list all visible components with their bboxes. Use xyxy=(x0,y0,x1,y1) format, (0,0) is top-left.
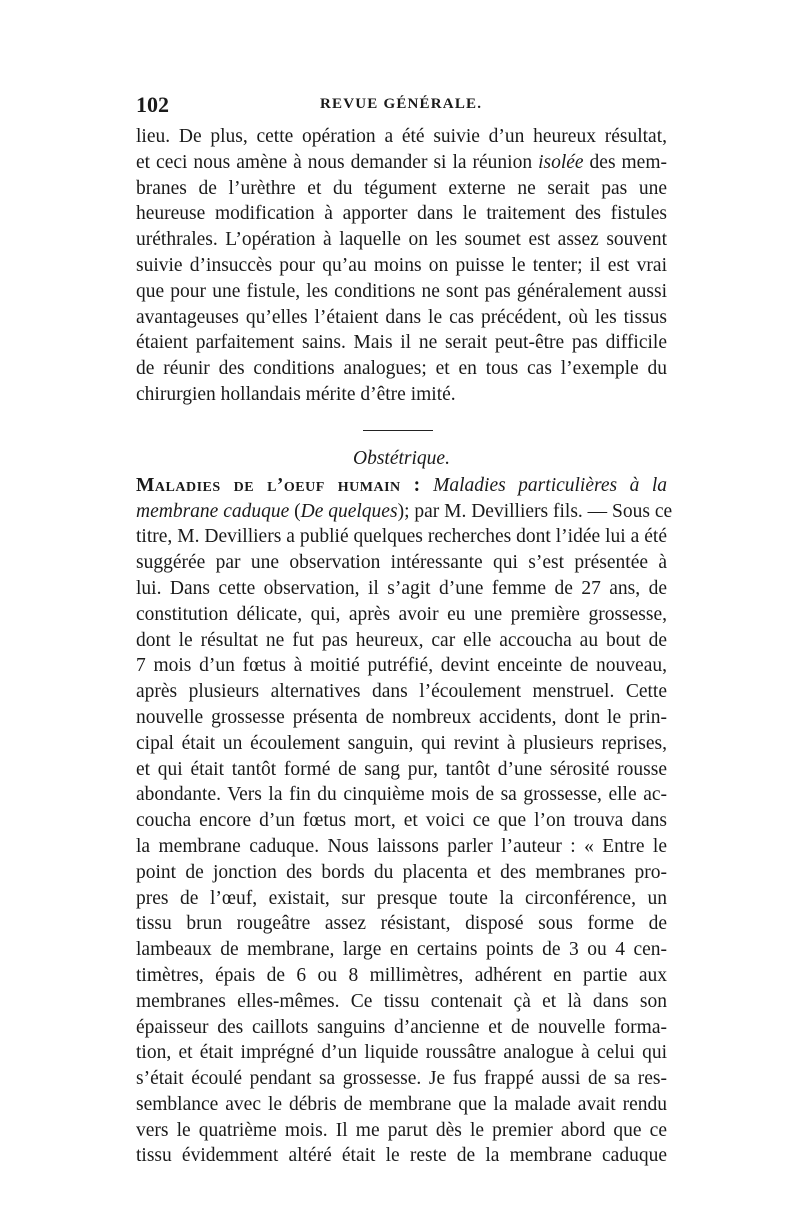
page-header xyxy=(136,92,667,124)
text-line: que pour une fistule, les conditions ne sont pas généralement aussi xyxy=(136,280,667,302)
page-number: 102 xyxy=(136,92,169,117)
text-line: timètres, épais de 6 ou 8 millimètres, adhérent en partie aux xyxy=(136,964,667,986)
article-body xyxy=(136,524,667,1169)
text-line: avantageuses qu’elles l’étaient dans le cas précédent, où les tissus xyxy=(136,306,667,328)
text-line: étaient parfaitement sains. Mais il ne serait peut-être pas difficile xyxy=(136,332,667,354)
text-line: tissu évidemment altéré était le reste de la membrane caduque xyxy=(136,1145,667,1167)
text-line: dont le résultat ne fut pas heureux, car elle accoucha au bout de xyxy=(136,629,667,651)
text-line: s’était écoulé pendant sa grossesse. Je fus frappé aussi de sa res- xyxy=(136,1068,667,1090)
article-maladies-oeuf xyxy=(136,473,673,1170)
text-line: uréthrales. L’opération à laquelle on les soumet est assez souvent xyxy=(136,229,667,251)
text-line: lui. Dans cette observation, il s’agit d’une femme de 27 ans, de xyxy=(136,577,667,599)
text-line: tion, et était imprégné d’un liquide roussâtre analogue à celui qui xyxy=(136,1042,667,1064)
text-line: nouvelle grossesse présenta de nombreux accidents, dont le prin- xyxy=(136,706,667,728)
text-line: de réunir des conditions analogues; et en tous cas l’exemple du xyxy=(136,358,667,380)
article-lead-caps: Maladies de l’oeuf humain : xyxy=(136,474,421,496)
text-line: lambeaux de membrane, large en certains points de 3 ou 4 cen- xyxy=(136,939,667,961)
text-line: cipal était un écoulement sanguin, qui revint à plusieurs reprises, xyxy=(136,732,667,754)
text-line: suggérée par une observation intéressante qui s’est présentée à xyxy=(136,552,667,574)
page xyxy=(136,92,673,1169)
article-lead-line xyxy=(136,473,667,499)
italic-word: isolée xyxy=(538,151,584,173)
article-italic-caduque: membrane caduque xyxy=(136,500,290,522)
text-line: abondante. Vers la fin du cinquième mois de sa grossesse, elle ac- xyxy=(136,784,667,806)
text-line: branes de l’urèthre et du tégument externe ne serait pas une xyxy=(136,177,667,199)
paragraph-fistules xyxy=(136,124,667,408)
text-line: semblance avec le débris de membrane que la malade avait rendu xyxy=(136,1093,667,1115)
text-line: titre, M. Devilliers a publié quelques recherches dont l’idée lui a été xyxy=(136,526,667,548)
section-divider xyxy=(363,430,433,431)
text-line xyxy=(136,150,667,176)
text-line: heureuse modification à apporter dans le traitement des fistules xyxy=(136,203,667,225)
text-line: 7 mois d’un fœtus à moitié putréfié, devint enceinte de nouveau, xyxy=(136,655,667,677)
running-title: REVUE GÉNÉRALE. xyxy=(320,96,483,112)
text-line: point de jonction des bords du placenta et des membranes pro- xyxy=(136,861,667,883)
text-line: et qui était tantôt formé de sang pur, tantôt d’une sérosité rousse xyxy=(136,758,667,780)
article-lead-italic: Maladies particulières à la xyxy=(433,474,667,496)
text-line: après plusieurs alternatives dans l’écoulement menstruel. Cette xyxy=(136,681,667,703)
text-line: tissu brun rougeâtre assez résistant, disposé sous forme de xyxy=(136,913,667,935)
text-line: vers le quatrième mois. Il me parut dès le premier abord que ce xyxy=(136,1119,667,1141)
text-line: coucha encore d’un fœtus mort, et voici ce que l’on trouva dans xyxy=(136,810,667,832)
text-line: la membrane caduque. Nous laissons parler l’auteur : « Entre le xyxy=(136,835,667,857)
text-line: suivie d’insuccès pour qu’au moins on puisse le tenter; il est vrai xyxy=(136,254,667,276)
text-line: chirurgien hollandais mérite d’être imité. xyxy=(136,383,456,405)
text-line: constitution délicate, qui, après avoir eu une première grossesse, xyxy=(136,603,667,625)
article-italic-paren: De quelques xyxy=(300,500,398,522)
article-line2-rest: ; par M. Devilliers fils. — Sous ce xyxy=(404,500,673,522)
text-line: lieu. De plus, cette opération a été suivie d’un heureux résultat, xyxy=(136,126,667,147)
text-segment: et ceci nous amène à nous demander si la réunion isolée des mem- xyxy=(136,151,667,173)
text-line: épaisseur des caillots sanguins d’ancienne et de nouvelle forma- xyxy=(136,1016,667,1038)
text-line: pres de l’œuf, existait, sur presque toute la circonférence, un xyxy=(136,887,667,909)
text-line: membranes elles-mêmes. Ce tissu contenait çà et là dans son xyxy=(136,990,667,1012)
section-title: Obstétrique. xyxy=(353,447,450,469)
article-line-2: membrane caduque (De quelques); par M. Devilliers fils. — Sous ce xyxy=(136,500,673,522)
